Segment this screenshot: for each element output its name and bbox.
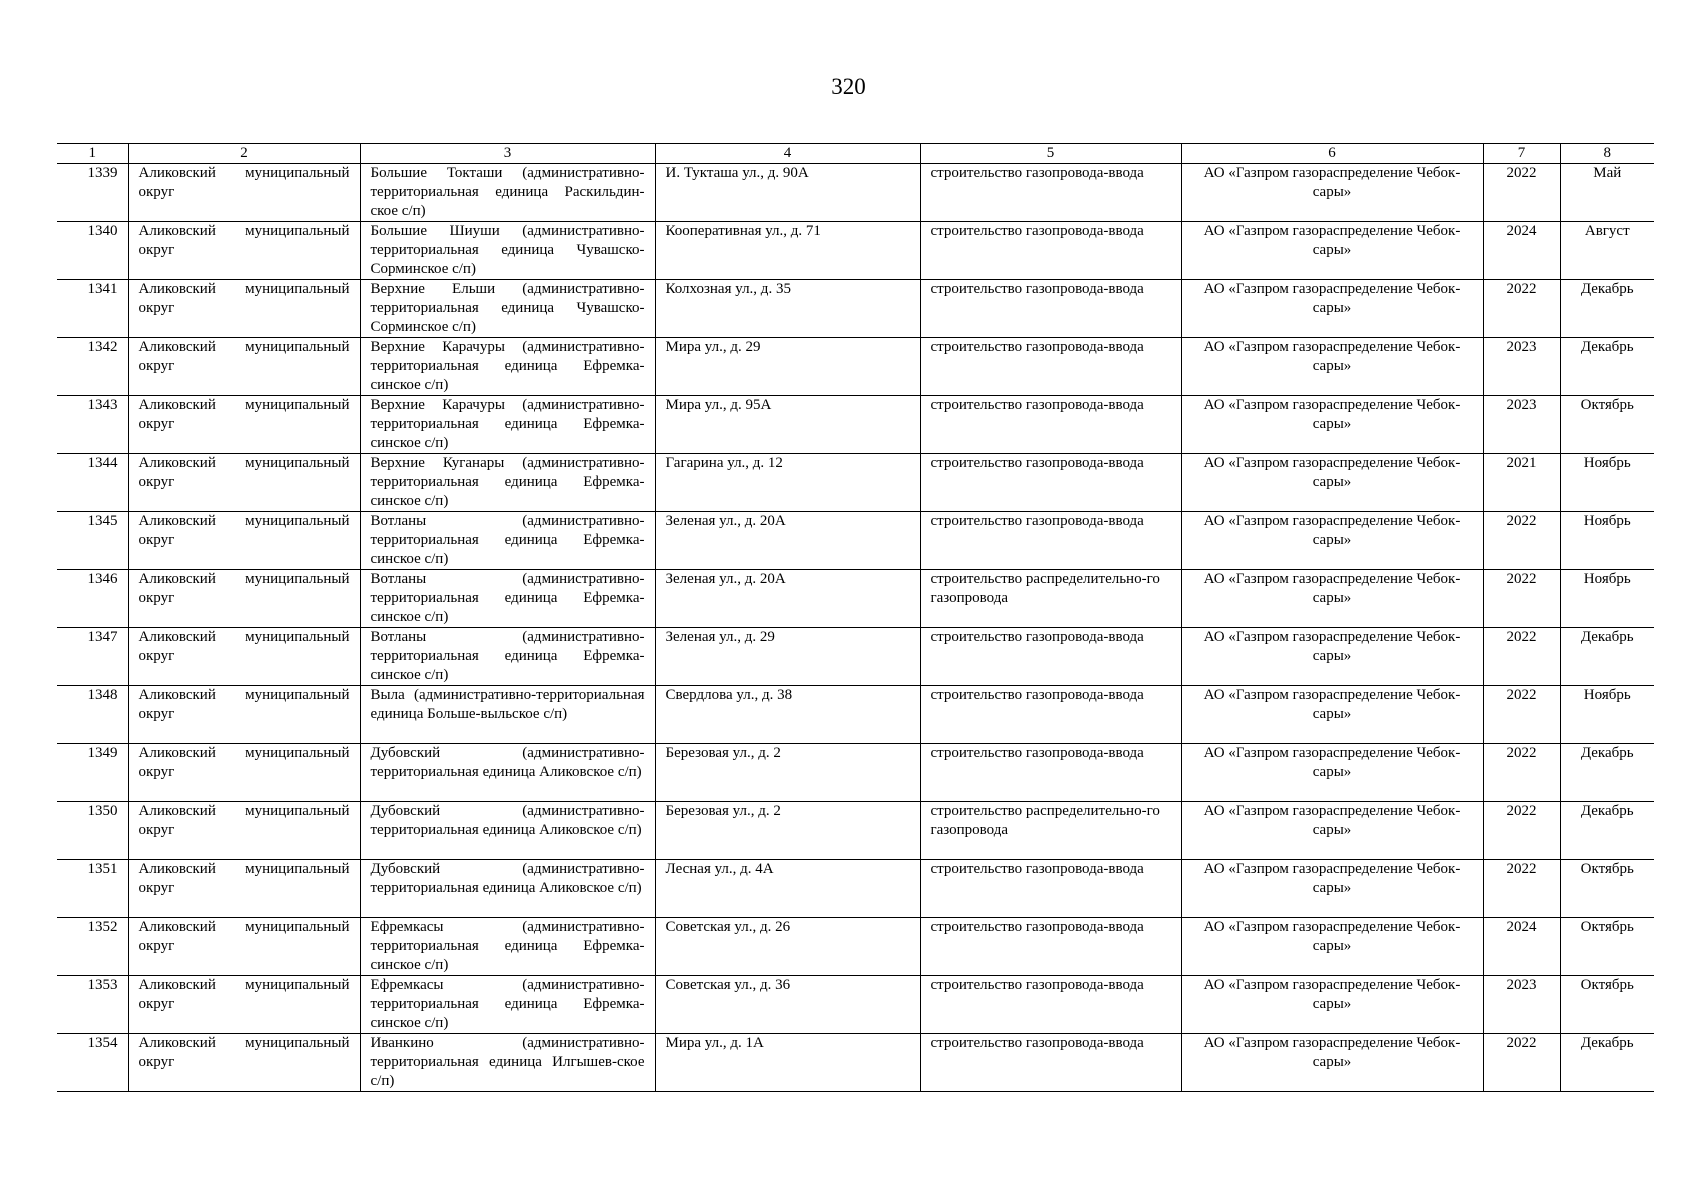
month-cell: Декабрь	[1560, 280, 1654, 338]
work-type-cell: строительство газопровода-ввода	[920, 744, 1181, 802]
year-cell: 2022	[1483, 744, 1560, 802]
table-row	[57, 280, 1654, 338]
table-row	[57, 976, 1654, 1034]
month-cell: Декабрь	[1560, 1034, 1654, 1092]
district-cell: Аликовский муниципальный округ	[128, 802, 360, 860]
locality-cell: Дубовский (административно-территориальная единица Аликовское с/п)	[360, 744, 655, 802]
district-cell: Аликовский муниципальный округ	[128, 628, 360, 686]
row-number-cell: 1344	[57, 454, 128, 512]
organization-cell: АО «Газпром газораспределение Чебок-сары»	[1181, 802, 1483, 860]
address-cell: Свердлова ул., д. 38	[655, 686, 920, 744]
organization-cell: АО «Газпром газораспределение Чебок-сары»	[1181, 338, 1483, 396]
locality-cell: Выла (административно-территориальная единица Больше-выльское с/п)	[360, 686, 655, 744]
month-cell: Декабрь	[1560, 802, 1654, 860]
organization-cell: АО «Газпром газораспределение Чебок-сары»	[1181, 686, 1483, 744]
row-number-cell: 1350	[57, 802, 128, 860]
year-cell: 2022	[1483, 802, 1560, 860]
work-type-cell: строительство газопровода-ввода	[920, 338, 1181, 396]
row-number-cell: 1339	[57, 164, 128, 222]
work-type-cell: строительство газопровода-ввода	[920, 512, 1181, 570]
district-cell: Аликовский муниципальный округ	[128, 744, 360, 802]
district-cell: Аликовский муниципальный округ	[128, 512, 360, 570]
work-type-cell: строительство газопровода-ввода	[920, 164, 1181, 222]
district-cell: Аликовский муниципальный округ	[128, 396, 360, 454]
table-row	[57, 860, 1654, 918]
organization-cell: АО «Газпром газораспределение Чебок-сары»	[1181, 512, 1483, 570]
district-cell: Аликовский муниципальный округ	[128, 570, 360, 628]
header-row	[57, 144, 1654, 164]
address-cell: Гагарина ул., д. 12	[655, 454, 920, 512]
address-cell: Зеленая ул., д. 20А	[655, 570, 920, 628]
year-cell: 2022	[1483, 512, 1560, 570]
address-cell: Мира ул., д. 95А	[655, 396, 920, 454]
table-row	[57, 1034, 1654, 1092]
table-row	[57, 686, 1654, 744]
row-number-cell: 1352	[57, 918, 128, 976]
table-row	[57, 454, 1654, 512]
row-number-cell: 1342	[57, 338, 128, 396]
locality-cell: Вотланы (административно-территориальная единица Ефремка-синское с/п)	[360, 570, 655, 628]
month-cell: Ноябрь	[1560, 686, 1654, 744]
year-cell: 2024	[1483, 222, 1560, 280]
row-number-cell: 1343	[57, 396, 128, 454]
address-cell: Зеленая ул., д. 29	[655, 628, 920, 686]
year-cell: 2022	[1483, 164, 1560, 222]
locality-cell: Дубовский (административно-территориальная единица Аликовское с/п)	[360, 860, 655, 918]
organization-cell: АО «Газпром газораспределение Чебок-сары»	[1181, 1034, 1483, 1092]
year-cell: 2023	[1483, 396, 1560, 454]
district-cell: Аликовский муниципальный округ	[128, 976, 360, 1034]
work-type-cell: строительство газопровода-ввода	[920, 628, 1181, 686]
work-type-cell: строительство газопровода-ввода	[920, 976, 1181, 1034]
year-cell: 2022	[1483, 628, 1560, 686]
month-cell: Май	[1560, 164, 1654, 222]
month-cell: Декабрь	[1560, 628, 1654, 686]
column-header: 3	[360, 144, 655, 164]
address-cell: Советская ул., д. 26	[655, 918, 920, 976]
district-cell: Аликовский муниципальный округ	[128, 280, 360, 338]
work-type-cell: строительство газопровода-ввода	[920, 1034, 1181, 1092]
table-row	[57, 396, 1654, 454]
work-type-cell: строительство газопровода-ввода	[920, 396, 1181, 454]
column-header: 7	[1483, 144, 1560, 164]
year-cell: 2022	[1483, 280, 1560, 338]
month-cell: Октябрь	[1560, 860, 1654, 918]
address-cell: Советская ул., д. 36	[655, 976, 920, 1034]
column-header: 5	[920, 144, 1181, 164]
district-cell: Аликовский муниципальный округ	[128, 338, 360, 396]
column-header: 4	[655, 144, 920, 164]
year-cell: 2022	[1483, 1034, 1560, 1092]
organization-cell: АО «Газпром газораспределение Чебок-сары»	[1181, 280, 1483, 338]
organization-cell: АО «Газпром газораспределение Чебок-сары»	[1181, 570, 1483, 628]
row-number-cell: 1340	[57, 222, 128, 280]
organization-cell: АО «Газпром газораспределение Чебок-сары»	[1181, 628, 1483, 686]
work-type-cell: строительство газопровода-ввода	[920, 454, 1181, 512]
work-type-cell: строительство газопровода-ввода	[920, 686, 1181, 744]
locality-cell: Дубовский (административно-территориальная единица Аликовское с/п)	[360, 802, 655, 860]
district-cell: Аликовский муниципальный округ	[128, 164, 360, 222]
work-type-cell: строительство газопровода-ввода	[920, 222, 1181, 280]
table-row	[57, 338, 1654, 396]
table-row	[57, 512, 1654, 570]
work-type-cell: строительство газопровода-ввода	[920, 860, 1181, 918]
year-cell: 2024	[1483, 918, 1560, 976]
address-cell: Зеленая ул., д. 20А	[655, 512, 920, 570]
locality-cell: Иванкино (административно-территориальная единица Илгышев-ское с/п)	[360, 1034, 655, 1092]
organization-cell: АО «Газпром газораспределение Чебок-сары»	[1181, 918, 1483, 976]
district-cell: Аликовский муниципальный округ	[128, 454, 360, 512]
table-row	[57, 164, 1654, 222]
column-header: 2	[128, 144, 360, 164]
organization-cell: АО «Газпром газораспределение Чебок-сары»	[1181, 454, 1483, 512]
organization-cell: АО «Газпром газораспределение Чебок-сары»	[1181, 860, 1483, 918]
month-cell: Октябрь	[1560, 976, 1654, 1034]
month-cell: Август	[1560, 222, 1654, 280]
gasification-table	[57, 143, 1654, 1092]
table-row	[57, 802, 1654, 860]
address-cell: Мира ул., д. 29	[655, 338, 920, 396]
month-cell: Ноябрь	[1560, 512, 1654, 570]
row-number-cell: 1345	[57, 512, 128, 570]
row-number-cell: 1341	[57, 280, 128, 338]
work-type-cell: строительство газопровода-ввода	[920, 918, 1181, 976]
address-cell: Березовая ул., д. 2	[655, 744, 920, 802]
locality-cell: Вотланы (административно-территориальная единица Ефремка-синское с/п)	[360, 628, 655, 686]
month-cell: Декабрь	[1560, 744, 1654, 802]
year-cell: 2023	[1483, 976, 1560, 1034]
locality-cell: Большие Токташи (административно-территориальная единица Раскильдин-ское с/п)	[360, 164, 655, 222]
row-number-cell: 1347	[57, 628, 128, 686]
year-cell: 2023	[1483, 338, 1560, 396]
locality-cell: Верхние Карачуры (административно-территориальная единица Ефремка-синское с/п)	[360, 338, 655, 396]
year-cell: 2021	[1483, 454, 1560, 512]
table-row	[57, 918, 1654, 976]
address-cell: Лесная ул., д. 4А	[655, 860, 920, 918]
year-cell: 2022	[1483, 860, 1560, 918]
row-number-cell: 1346	[57, 570, 128, 628]
table-row	[57, 628, 1654, 686]
address-cell: Колхозная ул., д. 35	[655, 280, 920, 338]
month-cell: Октябрь	[1560, 396, 1654, 454]
locality-cell: Верхние Куганары (административно-территориальная единица Ефремка-синское с/п)	[360, 454, 655, 512]
locality-cell: Верхние Ельши (административно-территориальная единица Чувашско-Сорминское с/п)	[360, 280, 655, 338]
page-number: 320	[831, 74, 866, 99]
locality-cell: Большие Шиуши (административно-территориальная единица Чувашско-Сорминское с/п)	[360, 222, 655, 280]
row-number-cell: 1353	[57, 976, 128, 1034]
column-header: 1	[57, 144, 128, 164]
month-cell: Октябрь	[1560, 918, 1654, 976]
district-cell: Аликовский муниципальный округ	[128, 918, 360, 976]
address-cell: И. Тукташа ул., д. 90А	[655, 164, 920, 222]
column-header: 6	[1181, 144, 1483, 164]
table-row	[57, 570, 1654, 628]
district-cell: Аликовский муниципальный округ	[128, 1034, 360, 1092]
month-cell: Ноябрь	[1560, 454, 1654, 512]
organization-cell: АО «Газпром газораспределение Чебок-сары»	[1181, 396, 1483, 454]
district-cell: Аликовский муниципальный округ	[128, 222, 360, 280]
work-type-cell: строительство газопровода-ввода	[920, 280, 1181, 338]
organization-cell: АО «Газпром газораспределение Чебок-сары»	[1181, 976, 1483, 1034]
address-cell: Кооперативная ул., д. 71	[655, 222, 920, 280]
locality-cell: Вотланы (административно-территориальная единица Ефремка-синское с/п)	[360, 512, 655, 570]
row-number-cell: 1348	[57, 686, 128, 744]
address-cell: Березовая ул., д. 2	[655, 802, 920, 860]
year-cell: 2022	[1483, 570, 1560, 628]
locality-cell: Верхние Карачуры (административно-территориальная единица Ефремка-синское с/п)	[360, 396, 655, 454]
row-number-cell: 1349	[57, 744, 128, 802]
table-row	[57, 744, 1654, 802]
month-cell: Декабрь	[1560, 338, 1654, 396]
work-type-cell: строительство распределительно-го газопровода	[920, 802, 1181, 860]
row-number-cell: 1354	[57, 1034, 128, 1092]
address-cell: Мира ул., д. 1А	[655, 1034, 920, 1092]
organization-cell: АО «Газпром газораспределение Чебок-сары»	[1181, 744, 1483, 802]
district-cell: Аликовский муниципальный округ	[128, 686, 360, 744]
locality-cell: Ефремкасы (административно-территориальная единица Ефремка-синское с/п)	[360, 976, 655, 1034]
district-cell: Аликовский муниципальный округ	[128, 860, 360, 918]
column-header: 8	[1560, 144, 1654, 164]
table-row	[57, 222, 1654, 280]
organization-cell: АО «Газпром газораспределение Чебок-сары»	[1181, 164, 1483, 222]
row-number-cell: 1351	[57, 860, 128, 918]
organization-cell: АО «Газпром газораспределение Чебок-сары»	[1181, 222, 1483, 280]
work-type-cell: строительство распределительно-го газопровода	[920, 570, 1181, 628]
month-cell: Ноябрь	[1560, 570, 1654, 628]
year-cell: 2022	[1483, 686, 1560, 744]
locality-cell: Ефремкасы (административно-территориальная единица Ефремка-синское с/п)	[360, 918, 655, 976]
